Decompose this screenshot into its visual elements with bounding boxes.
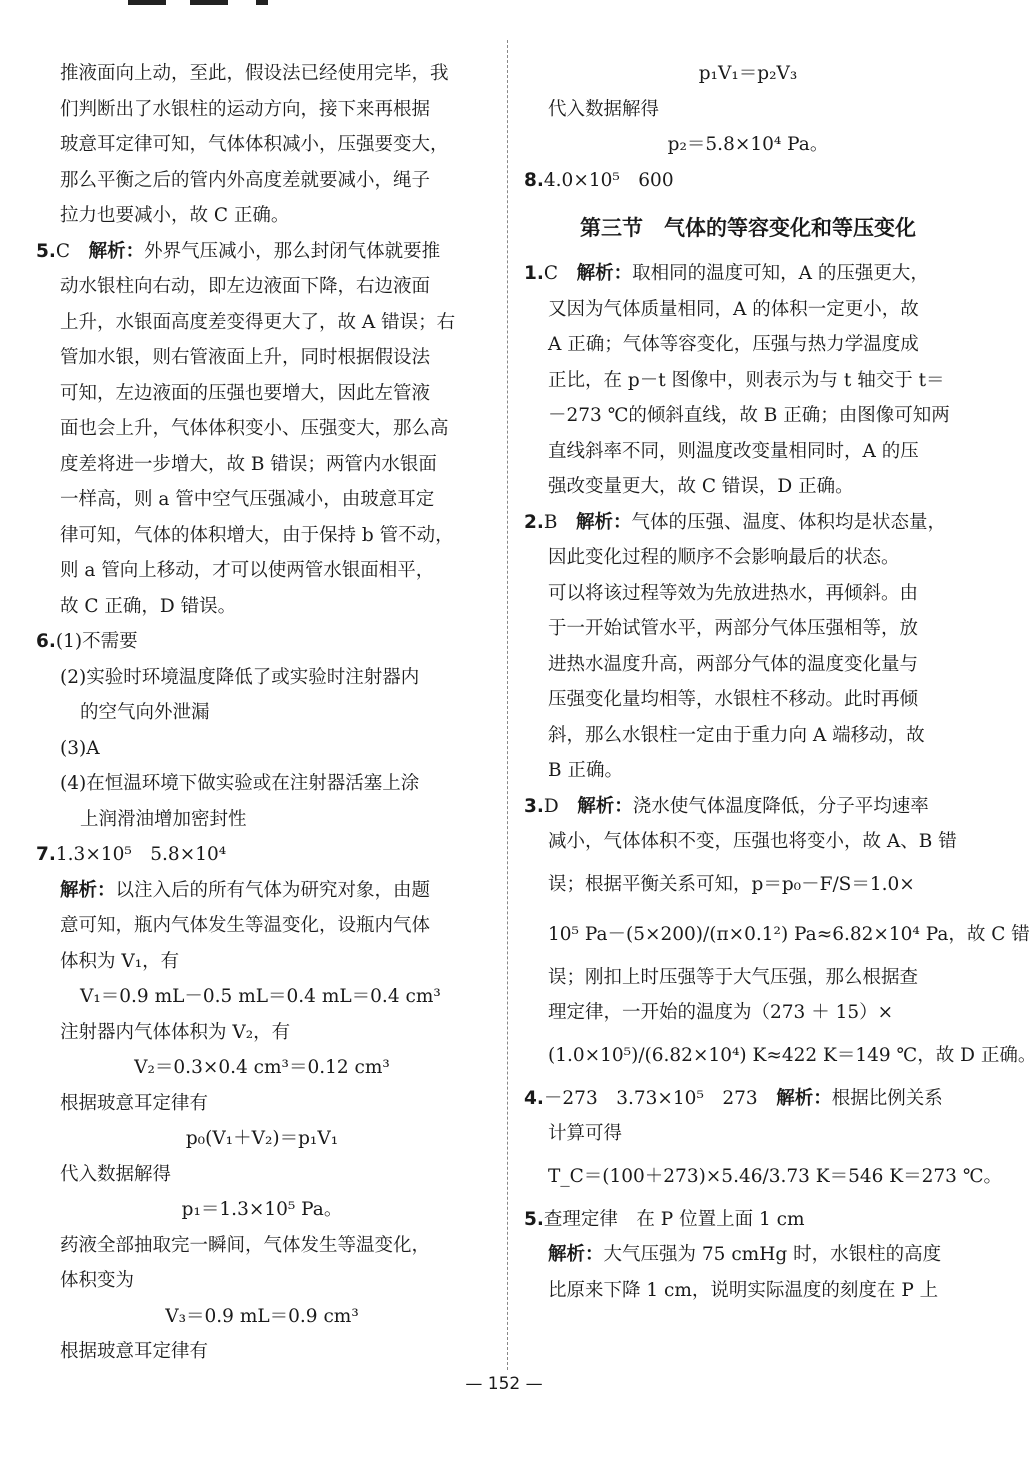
text-line: 误；刚扣上时压强等于大气压强，那么根据查 bbox=[548, 966, 919, 988]
text-line: 的空气向外泄漏 bbox=[80, 702, 210, 723]
text-line: 大气压强为 75 cmHg 时，水银柱的高度 bbox=[603, 1244, 942, 1265]
analysis-label: 解析： bbox=[548, 1244, 604, 1265]
text-line: 体积为 V₁，有 bbox=[60, 950, 180, 972]
equation: p₀(V₁＋V₂)＝p₁V₁ bbox=[185, 1128, 339, 1149]
column-divider bbox=[507, 40, 508, 1370]
text-line: 根据玻意耳定律有 bbox=[60, 1092, 209, 1114]
answer-choice: C bbox=[543, 263, 559, 284]
answer-q7 bbox=[36, 837, 488, 1370]
answer-q8 bbox=[524, 163, 972, 199]
text-line: 外界气压减小，那么封闭气体就要推 bbox=[144, 240, 441, 262]
question-number: 5. bbox=[524, 1208, 544, 1230]
text-line: 面也会上升，气体体积变小、压强变大，那么高 bbox=[60, 418, 449, 439]
text-line: 拉力也要减小，故 C 正确。 bbox=[60, 205, 290, 226]
text-line: 玻意耳定律可知，气体体积减小，压强要变大， bbox=[60, 134, 449, 155]
text-line: 则 a 管向上移动，才可以使两管水银面相平， bbox=[60, 560, 435, 581]
text-line: 于一开始试管水平，两部分气体压强相等，放 bbox=[548, 618, 919, 639]
equation: V₂＝0.3×0.4 cm³＝0.12 cm³ bbox=[134, 1057, 390, 1078]
text-line: －273 ℃的倾斜直线，故 B 正确；由图像可知两 bbox=[548, 405, 950, 426]
text-line: 律可知，气体的体积增大，由于保持 b 管不动， bbox=[60, 524, 454, 546]
text-line: 10⁵ Pa－(5×200)/(π×0.1²) Pa≈6.82×10⁴ Pa，故 C 错 bbox=[548, 923, 1030, 945]
question-number: 2. bbox=[524, 511, 544, 533]
text-line: 上润滑油增加密封性 bbox=[80, 808, 247, 830]
text-line: 一样高，则 a 管中空气压强减小，由玻意耳定 bbox=[60, 489, 435, 510]
text-line: 动水银柱向右动，即左边液面下降，右边液面 bbox=[60, 276, 431, 297]
text-line: 直线斜率不同，则温度改变量相同时，A 的压 bbox=[548, 440, 919, 462]
text-line: 减小，气体体积不变，压强也将变小，故 A、B 错 bbox=[548, 831, 957, 852]
answer-s3 bbox=[524, 789, 1036, 1081]
text-line: 根据比例关系 bbox=[831, 1087, 943, 1109]
text-line: 注射器内气体体积为 V₂，有 bbox=[60, 1021, 291, 1043]
answer-choice: B bbox=[543, 511, 558, 533]
answer-s1 bbox=[524, 256, 972, 505]
right-column bbox=[524, 56, 1036, 1308]
analysis-label: 解析： bbox=[576, 263, 633, 284]
equation: V₃＝0.9 mL＝0.9 cm³ bbox=[165, 1305, 359, 1327]
text-line: 理定律，一开始的温度为（273 ＋ 15）× bbox=[548, 1002, 894, 1023]
equation: p₁＝1.3×10⁵ Pa。 bbox=[181, 1199, 343, 1220]
text-line: 可知，左边液面的压强也要增大，因此左管液 bbox=[60, 382, 431, 404]
page-number: — 152 — bbox=[465, 1374, 543, 1394]
text-line: B 正确。 bbox=[548, 760, 623, 781]
text-line: 误；根据平衡关系可知，p＝p₀－F/S＝1.0× bbox=[548, 873, 915, 895]
text-line: 药液全部抽取完一瞬间，气体发生等温变化， bbox=[60, 1234, 431, 1256]
header-mark bbox=[128, 0, 278, 6]
answer-q6 bbox=[36, 624, 488, 837]
left-column bbox=[36, 56, 488, 1370]
text-line: 斜，那么水银柱一定由于重力向 A 端移动，故 bbox=[548, 724, 925, 746]
answer-q5 bbox=[36, 234, 488, 625]
section-title: 第三节 气体的等容变化和等压变化 bbox=[580, 216, 916, 240]
equation: T_C＝(100＋273)×5.46/3.73 K＝546 K＝273 ℃。 bbox=[548, 1165, 1003, 1187]
text-line: 取相同的温度可知，A 的压强更大， bbox=[632, 263, 929, 284]
answer-s2 bbox=[524, 505, 972, 789]
text-line: 压强变化量均相等，水银柱不移动。此时再倾 bbox=[548, 689, 919, 710]
text-line: A 正确；气体等容变化，压强与热力学温度成 bbox=[548, 334, 919, 355]
question-number: 1. bbox=[524, 263, 544, 284]
analysis-label: 解析： bbox=[60, 879, 116, 901]
text-line: 代入数据解得 bbox=[60, 1163, 172, 1185]
text-line: 根据玻意耳定律有 bbox=[60, 1341, 209, 1362]
analysis-label: 解析： bbox=[576, 511, 632, 533]
text-line: 又因为气体质量相同，A 的体积一定更小，故 bbox=[548, 298, 919, 320]
answer-choice: D bbox=[543, 795, 559, 817]
answer-values: 4.0×10⁵ 600 bbox=[543, 169, 674, 191]
text-line: 因此变化过程的顺序不会影响最后的状态。 bbox=[548, 547, 900, 568]
text-line: 体积变为 bbox=[60, 1270, 135, 1291]
text-line: (1)不需要 bbox=[55, 631, 138, 652]
text-line: 气体的压强、温度、体积均是状态量， bbox=[631, 511, 947, 533]
text-line: 代入数据解得 bbox=[548, 98, 660, 120]
text-line: 故 C 正确，D 错误。 bbox=[60, 595, 237, 617]
text-line: 们判断出了水银柱的运动方向，接下来再根据 bbox=[60, 98, 431, 120]
text-line: 度差将进一步增大，故 B 错误；两管内水银面 bbox=[60, 453, 437, 475]
text-line: 进热水温度升高，两部分气体的温度变化量与 bbox=[548, 653, 919, 675]
answer-choice: C bbox=[55, 240, 71, 262]
text-line: 计算可得 bbox=[548, 1123, 623, 1144]
question-number: 6. bbox=[36, 631, 56, 652]
text-line: 推液面向上动，至此，假设法已经使用完毕，我 bbox=[60, 63, 449, 84]
analysis-label: 解析： bbox=[88, 240, 145, 262]
answer-values: 1.3×10⁵ 5.8×10⁴ bbox=[55, 844, 227, 865]
answer-s5 bbox=[524, 1202, 972, 1309]
equation: V₁＝0.9 mL－0.5 mL＝0.4 mL＝0.4 cm³ bbox=[80, 986, 441, 1007]
question-number: 5. bbox=[36, 240, 56, 262]
text-line: 上升，水银面高度差变得更大了，故 A 错误；右 bbox=[60, 311, 456, 333]
analysis-label: 解析： bbox=[577, 795, 633, 817]
question-number: 4. bbox=[524, 1087, 544, 1109]
text-line: 可以将该过程等效为先放进热水，再倾斜。由 bbox=[548, 582, 919, 604]
text-line: 浇水使气体温度降低，分子平均速率 bbox=[632, 795, 929, 817]
text-line: 强改变量更大，故 C 错误，D 正确。 bbox=[548, 476, 854, 497]
text-line: 那么平衡之后的管内外高度差就要减小，绳子 bbox=[60, 169, 431, 191]
equation: p₂＝5.8×10⁴ Pa。 bbox=[667, 134, 829, 155]
analysis-label: 解析： bbox=[776, 1087, 832, 1109]
text-line: 管加水银，则右管液面上升，同时根据假设法 bbox=[60, 347, 431, 368]
text-line: (1.0×10⁵)/(6.82×10⁴) K≈422 K＝149 ℃，故 D 正确。 bbox=[548, 1044, 1036, 1066]
text-line: 意可知，瓶内气体发生等温变化，设瓶内气体 bbox=[60, 915, 431, 936]
answer-s4 bbox=[524, 1081, 1003, 1202]
text-line: 比原来下降 1 cm，说明实际温度的刻度在 P 上 bbox=[548, 1279, 939, 1301]
question-number: 3. bbox=[524, 795, 544, 817]
answer-values: －273 3.73×10⁵ 273 bbox=[543, 1087, 758, 1109]
text-line: (4)在恒温环境下做实验或在注射器活塞上涂 bbox=[60, 773, 420, 794]
equation: p₁V₁＝p₂V₃ bbox=[698, 63, 798, 84]
answer-values: 查理定律 在 P 位置上面 1 cm bbox=[543, 1208, 805, 1230]
text-line: 正比，在 p－t 图像中，则表示为与 t 轴交于 t＝ bbox=[548, 369, 945, 391]
question-number: 8. bbox=[524, 169, 544, 191]
question-number: 7. bbox=[36, 844, 56, 865]
text-line: (3)A bbox=[60, 737, 100, 759]
text-line: (2)实验时环境温度降低了或实验时注射器内 bbox=[60, 666, 420, 688]
text-line: 以注入后的所有气体为研究对象，由题 bbox=[115, 879, 431, 901]
